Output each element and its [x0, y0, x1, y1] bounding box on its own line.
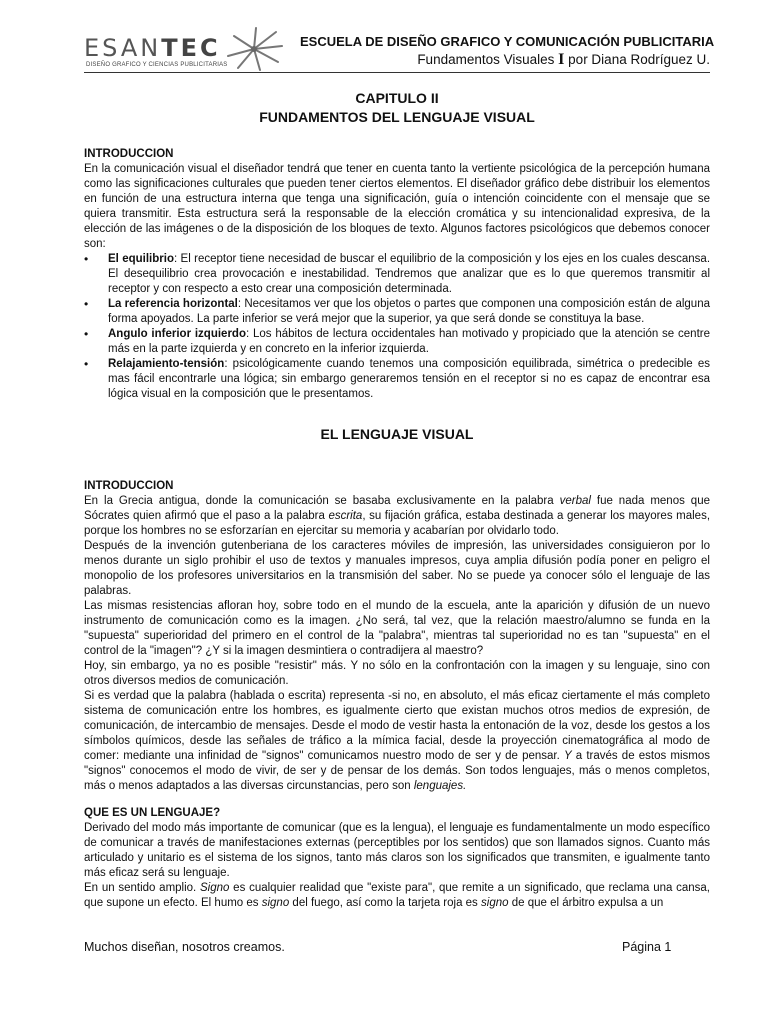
author-numeral: I: [558, 51, 565, 68]
list-item-text: : psicológicamente cuando tenemos una composición equilibrada, simétrica o predecible es mas fácil encontrarle una lógica; sin embargo generaremos tensión en el receptor si no es capaz de encontrar esa lógica visual en la composición que le presentamos.: [108, 358, 710, 400]
logo-wordmark-main: ESAN: [84, 34, 162, 62]
emphasis-text: lenguajes.: [413, 780, 467, 792]
list-item-term: El equilibrio: [108, 253, 174, 265]
footer-slogan: Muchos diseñan, nosotros creamos.: [84, 940, 285, 954]
paragraph-greece: [84, 494, 710, 539]
logo-wordmark-accent: TEC: [161, 34, 221, 62]
author-name: por Diana Rodríguez U.: [568, 52, 710, 67]
intro-paragraph: En la comunicación visual el diseñador tendrá que tener en cuenta tanto la vertiente psicológica de la percepción humana como las significaciones culturales que pueden tener ciertos elementos. El diseñador gráfico debe distribuir los elementos en función de una estructura interna que tenga una significación, guía o intención coincidente con el mensaje que se quiera transmitir. Esta estructura será la responsable de la elección cromática y su intencionalidad expresiva, de la elección de las imágenes o de la disposición de los bloques de texto. Algunos factores psicológicos que debemos conocer son:: [84, 163, 710, 250]
list-item: [108, 297, 710, 327]
list-item: [108, 252, 710, 297]
list-item-term: La referencia horizontal: [108, 298, 238, 310]
emphasis-text: signo: [481, 897, 509, 909]
school-name: ESCUELA DE DISEÑO GRAFICO Y COMUNICACIÓN PUBLICITARIA: [300, 34, 715, 49]
emphasis-text: Signo: [200, 882, 230, 894]
emphasis-text: Y: [563, 750, 572, 762]
paragraph-text: En la Grecia antigua, donde la comunicación se basaba exclusivamente en la palabra: [84, 495, 560, 507]
paragraph-text: , su fijación gráfica, estaba destinada a generar los mayores males, porque los hombres no se esforzarían en ejercitar su memoria y acabarían por olvidarlo todo.: [84, 510, 711, 537]
chapter-number: CAPITULO II: [355, 90, 439, 106]
paragraph-resistance: Las mismas resistencias afloran hoy, sobre todo en el mundo de la escuela, ante la aparición y difusión de un nuevo instrumento de comunicación como es la imagen. ¿No será, tal vez, que la relación maestro/alumno se funda en la "supuesta" superioridad del primero en el control de la "palabra", mientras tal superioridad no es tan "supuesta" en el control de la "imagen"? ¿Y si la imagen desmintiera o contradijera al maestro?: [84, 600, 710, 657]
logo-wordmark: [84, 36, 221, 60]
list-item-term: Relajamiento-tensión: [108, 358, 225, 370]
list-item-text: : Necesitamos ver que los objetos o partes que componen una composición están de alguna forma apoyados. La parte inferior se verá mejor que la superior, ya que será donde se constituya la base.: [108, 298, 710, 325]
section-title: EL LENGUAJE VISUAL: [320, 426, 474, 442]
list-item: [108, 327, 710, 357]
author-course: Fundamentos Visuales: [417, 52, 555, 67]
paragraph-text: de que el árbitro expulsa a un: [508, 897, 664, 909]
star-burst-icon: [224, 26, 284, 72]
paragraph-text: es cualquier realidad que "existe para", que remite a un significado, que reclama una cansa, que supone un efecto. El humo es: [84, 882, 711, 909]
paragraph-text: fue nada menos que Sócrates quien afirmó que el paso a la palabra: [84, 495, 710, 522]
list-item-text: : Los hábitos de lectura occidentales han motivado y propiciado que la atención se centre más en la parte izquierda y en concreto en la inferior izquierda.: [108, 328, 710, 355]
list-item: [108, 357, 710, 402]
list-item-text: : El receptor tiene necesidad de buscar el equilibrio de la composición y los ejes en los cuales descansa. El desequilibrio crea provocación e inestabilidad. Tendremos que analizar que es lo que queremos transmitir al receptor y con respecto a esto crear una composición determinada.: [108, 253, 711, 295]
paragraph-language-definition: Derivado del modo más importante de comunicar (que es la lengua), el lenguaje es fundamentalmente un modo específico de comunicar a través de manifestaciones externas (perceptibles por los sentidos) que son llamados signos. Cuanto más articulado y unitario es el sistema de los signos, tanto más claros son los significados que transmiten, e igualmente tanto más eficaz será su lenguaje.: [84, 822, 710, 879]
emphasis-text: signo: [261, 897, 290, 909]
header-rule: [84, 72, 710, 73]
paragraph-sign-definition: [84, 881, 710, 911]
chapter-title: FUNDAMENTOS DEL LENGUAJE VISUAL: [259, 109, 535, 125]
paragraph-gutenberg: Después de la invención gutenberiana de los caracteres móviles de impresión, las universidades consiguieron por lo menos durante un siglo prohibir el uso de textos y manuales impresos, cuya amplia difusión podía poner en peligro el monopolio de los profesores universitarios en la transmisión del saber. No se puede ya conocer sólo el lenguaje de las palabras.: [84, 540, 710, 597]
emphasis-text: escrita: [328, 510, 363, 522]
paragraph-signs: [84, 689, 710, 794]
course-author: [290, 51, 710, 69]
factor-list: [84, 252, 710, 402]
paragraph-text: Si es verdad que la palabra (hablada o escrita) representa -si no, en absoluto, el más eficaz ciertamente el más completo sistema de comunicación entre los hombres, es igualmente cierto que existan muchos otros medios de expresión, de comunicación, de intercambio de mensajes. Desde el modo de vestir hasta la entonación de la voz, desde los gestos a los símbolos químicos, desde las señales de tráfico a la mímica facial, desde la proyección cinematográfica al modo de comer: mediante una infinidad de "signos" comunicamos nuestro modo de ser y de pensar.: [84, 690, 710, 762]
paragraph-text: del fuego, así como la tarjeta roja es: [289, 897, 482, 909]
paragraph-today: Hoy, sin embargo, ya no es posible "resistir" más. Y no sólo en la confrontación con la imagen y su lenguaje, sino con otros diversos medios de comunicación.: [84, 660, 710, 687]
page-number: Página 1: [622, 940, 672, 954]
esantec-logo: [84, 26, 284, 72]
logo-tagline: DISEÑO GRAFICO Y CIENCIAS PUBLICITARIAS: [86, 62, 228, 68]
paragraph-text: a través de estos mismos "signos" conocemos el modo de vivir, de ser y de pensar de los demás. Son todos lenguajes, más o menos completos, más o menos adaptados a las diversas circunstancias, pero son: [84, 750, 710, 792]
paragraph-text: En un sentido amplio.: [84, 882, 201, 894]
question-heading: QUE ES UN LENGUAJE?: [84, 807, 221, 819]
list-item-term: Angulo inferior izquierdo: [108, 328, 246, 340]
document-body: [84, 84, 710, 911]
emphasis-text: verbal: [559, 495, 591, 507]
intro-heading: INTRODUCCION: [84, 148, 174, 160]
section-intro-heading: INTRODUCCION: [84, 480, 174, 492]
